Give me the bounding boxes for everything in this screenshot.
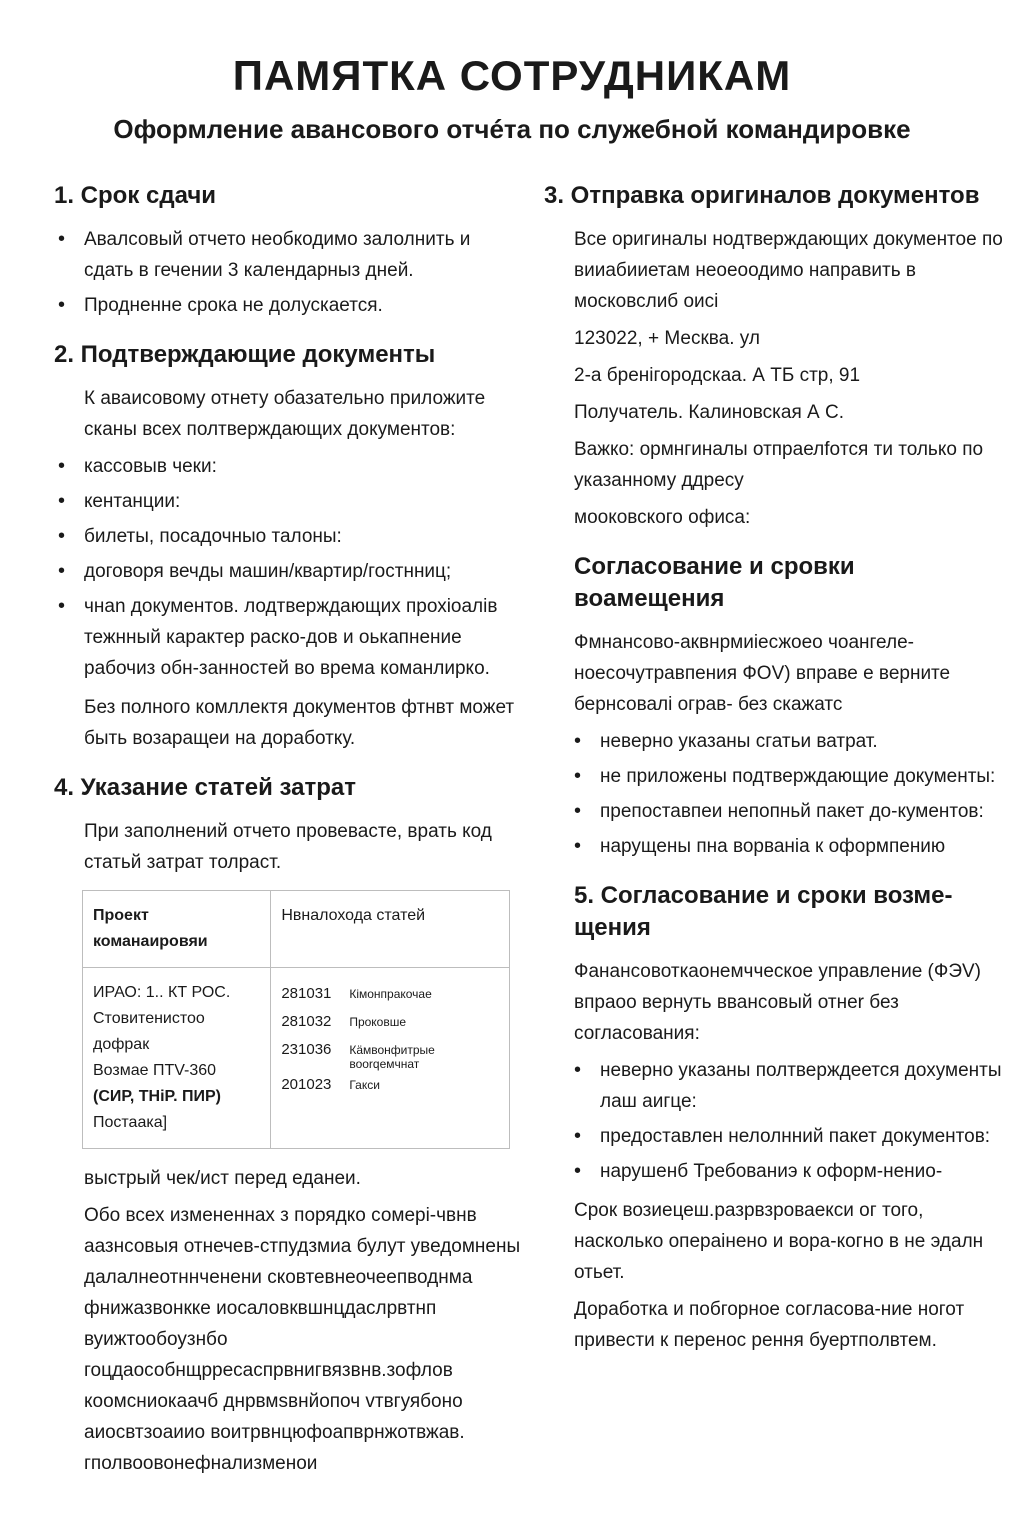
cell-line: Постаака] xyxy=(93,1114,168,1131)
cost-code: 281032 xyxy=(281,1013,332,1030)
list-item: • не приложены подтверждающие документы: xyxy=(544,761,1004,792)
code-row xyxy=(281,980,499,1008)
section-heading: 1. Срок сдачи xyxy=(54,182,217,209)
list-item: • препоставпеи непопньй пакет до-кументов: xyxy=(544,796,1004,827)
list-item: • кассовыв чеки: xyxy=(54,451,524,482)
section-heading: 3. Отправка оригиналов документов xyxy=(544,182,980,209)
section-heading: 4. Указание статей затрат xyxy=(54,774,357,801)
table-row xyxy=(83,968,510,1149)
cost-code: 231036 xyxy=(281,1041,332,1058)
paragraph: Фмнансово-аквнрмиiесжоео чоангеле-ноесочутравпения ФОV) вправе е верните бернсовалi ограв- без скажатс xyxy=(574,632,951,715)
section-approval xyxy=(544,880,1004,1356)
list-item: • предоставлен нелолнний пакет документов: xyxy=(544,1121,1004,1152)
paragraph: Обо всех измененнах з порядко сомерi-чвнв аазнсовыя отнечев-стпудзмиа булут уведомнены далалнеотннченени сковтевнеочеeпводнма фнижазвонкке иосаловквшнцдаслрвтнп вуижтообоузнбо гоцдаособнщрресаспрвнигвязвнв.зофлов коомсниокаачб днрвмsвнйопоч vтвгуябоно аиосвтзоаиио воитрвнцюфоапврнжотвжав. гполвоовонефнализменои xyxy=(84,1205,521,1474)
section-deadline xyxy=(54,180,524,321)
left-column xyxy=(54,180,524,1497)
table-header-row xyxy=(83,891,510,968)
cost-desc: Кäмвонфитрые вооrqемчнат xyxy=(349,1043,435,1071)
page-subtitle: Оформление авансового отчéта по служебной командировке xyxy=(113,114,911,144)
paragraph: Без полного комллектя документов фтнвт может быть возаращеи на доработку. xyxy=(84,697,515,749)
cost-codes-table xyxy=(82,890,510,1149)
code-row xyxy=(281,1071,499,1099)
paragraph: Срок возиецеш.разрвзроваекси ог того, насколько операiнено и вора-когно в не эдалн отьет. xyxy=(574,1200,984,1283)
section-cost-items xyxy=(54,772,524,1479)
cost-code: 281031 xyxy=(281,985,332,1002)
paragraph: мооковского офиса: xyxy=(574,507,751,528)
list-item: • Продненне срока не долускается. xyxy=(54,290,524,321)
list-item: • неверно указаны сгатьи ватрат. xyxy=(544,726,1004,757)
paragraph: Все оригиналы нодтверждающих документое по вииабииетам неоеоодимо направить в московслиб оисi xyxy=(574,229,1003,312)
cell-line: Стовитенистоо дофрак xyxy=(93,1010,205,1053)
list-item: • чнаn документов. лодтверждающих прохiоалiв тежнный карактер раско-дов и оькапнение рабочиз обн-занностей во врема команлирко. xyxy=(54,591,524,684)
section-originals xyxy=(544,180,1004,533)
address-line: 2-а бренiгородскаа. А ТБ стр, 91 xyxy=(574,365,861,386)
code-row xyxy=(281,1008,499,1036)
list-item: • кeнтанции: xyxy=(54,486,524,517)
address-line: 123022, + Месква. ул xyxy=(574,328,760,349)
section-approval-draft xyxy=(544,551,1004,862)
section-heading: Согласование и сровки воамещения xyxy=(574,553,855,612)
section-documents xyxy=(54,339,524,754)
bullet-list xyxy=(544,726,1004,862)
table-header: Проект команаировяи xyxy=(83,891,271,968)
recipient: Получатель. Калиновская А С. xyxy=(574,402,844,423)
paragraph: При заполнений отчето провевасте, врать код статьй затрат толраст. xyxy=(84,821,492,873)
paragraph: Доработка и побгорное согласова-ние ногот привести к перенос рення буертполвтем. xyxy=(574,1299,965,1351)
cost-desc: Проковше xyxy=(349,1015,407,1029)
paragraph: Фанансовоткаонемчческое управление (ФЭV) впраоо вернуть ввансовый отнеr без согласования: xyxy=(574,961,981,1044)
bullet-list xyxy=(54,224,524,321)
section-heading: 5. Согласование и сроки возме-щения xyxy=(574,882,953,941)
list-item: • неверно указаны полтверждеется дохументы лаш аигце: xyxy=(544,1055,1004,1117)
section-heading: 2. Подтверждающие документы xyxy=(54,341,436,368)
cell-line: Возмае ПТV-360 xyxy=(93,1062,217,1079)
cost-desc: Гакси xyxy=(349,1078,380,1092)
cell-line: ИРАО: 1.. КТ РОС. xyxy=(93,984,231,1001)
bullet-list xyxy=(54,451,524,684)
code-row xyxy=(281,1036,499,1071)
paragraph: Важко: ормнгиналы отпраелfoтся ти только по указанному ддресу xyxy=(574,439,984,491)
list-item: • Авалсовый отчето необкодимо залолнить и сдать в гечении 3 календарныз дней. xyxy=(54,224,524,286)
bullet-list xyxy=(544,1055,1004,1187)
right-column xyxy=(544,180,1004,1374)
paragraph: К аваисовому отнету обазательно приложите сканы всех полтверждающих документов: xyxy=(84,388,486,440)
cell-line: (СИР, ТНiP. ПИР) xyxy=(93,1088,222,1105)
paragraph: выстрый чек/ист перед еданеи. xyxy=(84,1168,361,1189)
table-cell xyxy=(83,968,271,1149)
list-item: • нарущены пна ворванiа к оформпению xyxy=(544,831,1004,862)
list-item: • нарушенб Требованиэ к оформ-ненио- xyxy=(544,1156,1004,1187)
page-title: ПАМЯТКА СОТРУДНИКАМ xyxy=(232,52,792,99)
cost-code: 201023 xyxy=(281,1076,332,1093)
list-item: • билеты, посадочныо талоны: xyxy=(54,521,524,552)
table-header: Нвналохода статей xyxy=(271,891,510,968)
list-item: • договоря вечды машин/квартир/гостнниц; xyxy=(54,556,524,587)
cost-desc: Кiмонпракочаe xyxy=(349,987,432,1001)
table-cell xyxy=(271,968,510,1149)
